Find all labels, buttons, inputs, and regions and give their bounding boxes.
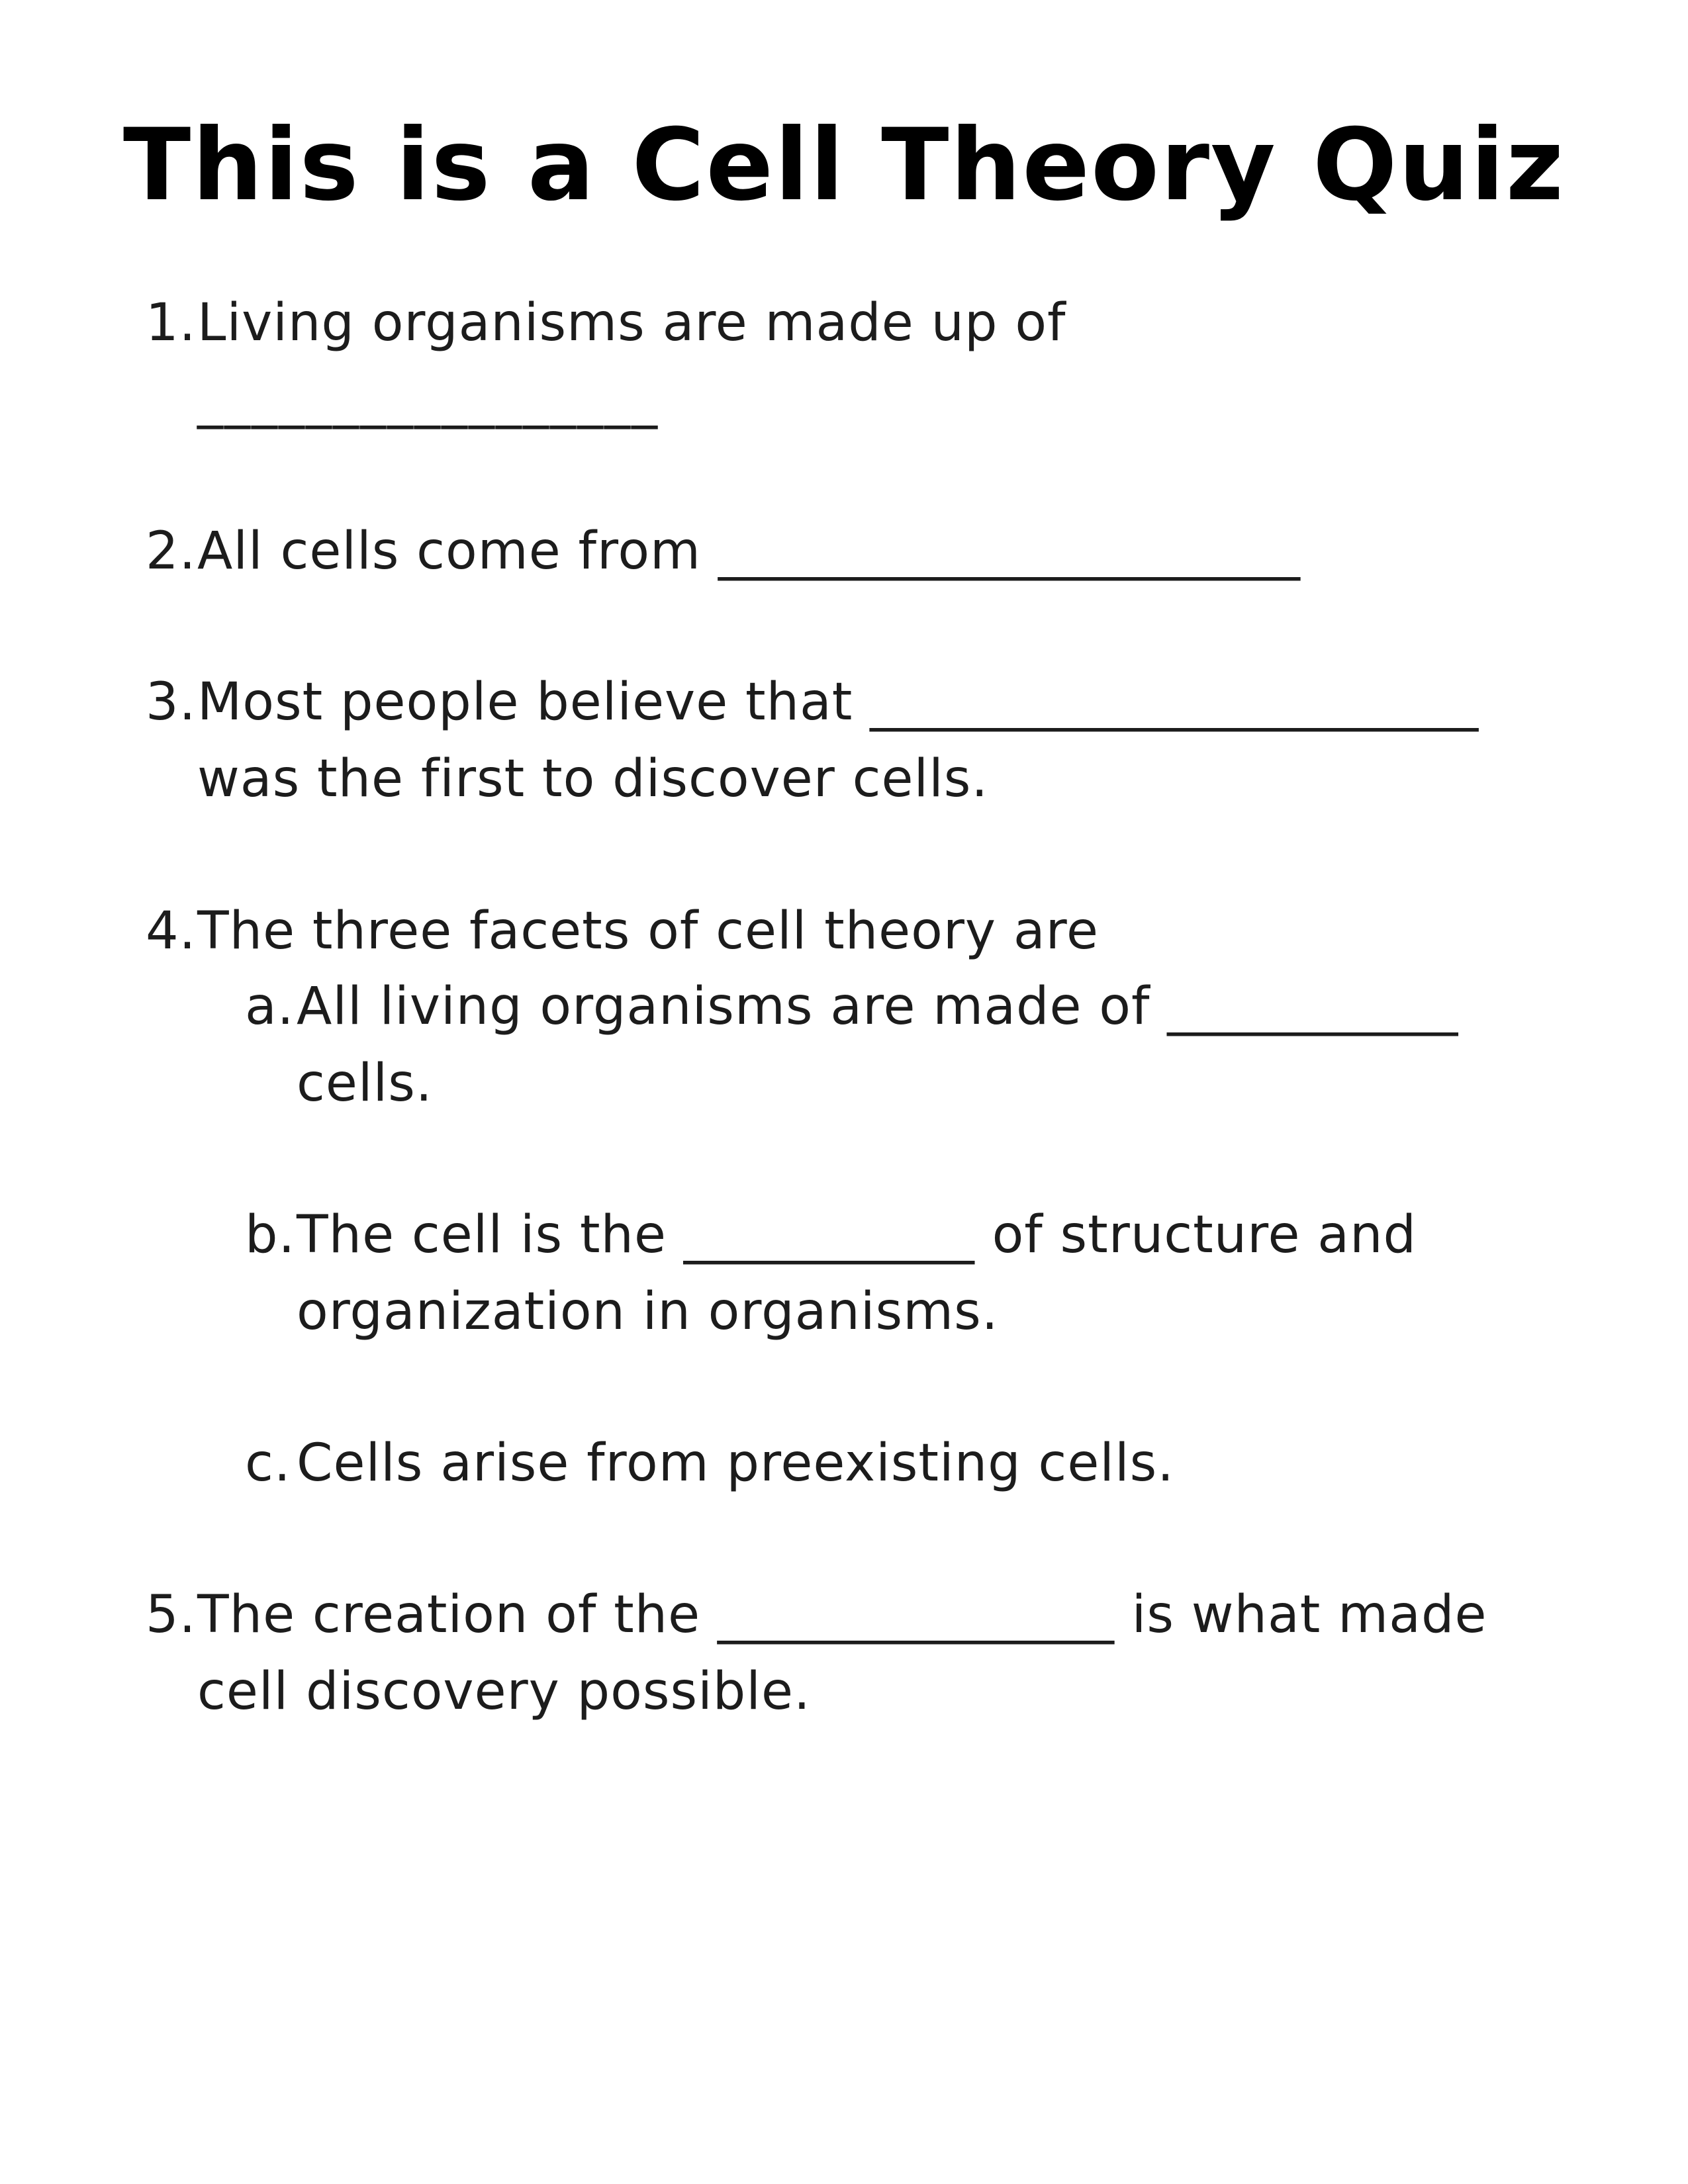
subitem-letter: c. [245,1433,291,1493]
question-text-line: Most people believe that _______________________ [197,672,1479,732]
question-number: 3. [146,672,197,732]
question-text-line: cell discovery possible. [197,1662,811,1721]
question-text-line: The three facets of cell theory are [197,901,1100,961]
question-number: 5. [146,1585,197,1645]
question-text-line: Living organisms are made up of [197,293,1066,353]
question-text-line: The creation of the _______________ is what made [197,1585,1487,1645]
question-text-line: was the first to discover cells. [197,749,989,809]
subitem-letter: a. [245,977,295,1036]
page-title: This is a Cell Theory Quiz [122,108,1566,223]
question-number: 4. [146,901,197,961]
question-number: 2. [146,522,197,581]
question-text-line: All cells come from ______________________ [197,522,1301,581]
subitem-text-line: cells. [297,1054,433,1113]
subitem-text-line: Cells arise from preexisting cells. [297,1433,1175,1493]
subitem-letter: b. [245,1205,296,1265]
subitem-text-line: The cell is the ___________ of structure and [297,1205,1417,1265]
subitem-text-line: All living organisms are made of ___________ [297,977,1459,1036]
answer-blank[interactable]: _________________ [197,370,659,430]
question-number: 1. [146,293,197,353]
subitem-text-line: organization in organisms. [297,1282,999,1342]
